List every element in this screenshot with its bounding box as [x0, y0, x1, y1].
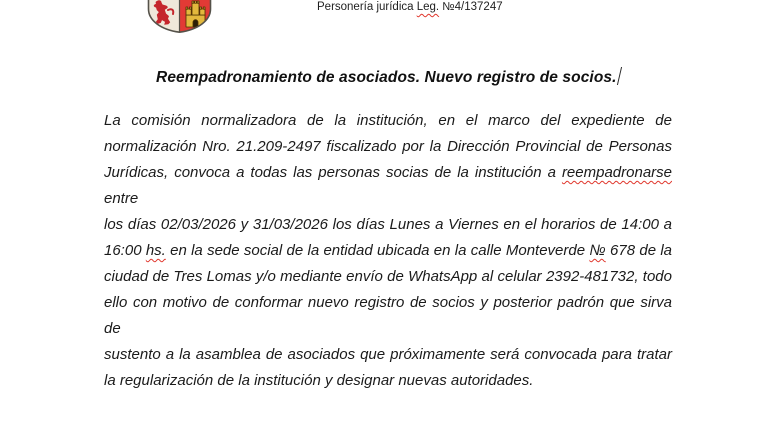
paragraph-line[interactable]: 16:00 hs. en la sede social de la entidad ubicada en la calle Monteverde № 678 de la — [104, 242, 673, 259]
coat-of-arms-icon — [147, 0, 212, 34]
text-cursor — [616, 67, 622, 85]
paragraph-line[interactable]: normalización Nro. 21.209-2497 fiscalizado por la Dirección Provincial de Personas — [104, 138, 672, 155]
document-paragraph[interactable] — [104, 108, 672, 394]
paragraph-line[interactable]: sustento a la asamblea de asociados que próximamente será convocada para tratar — [104, 346, 672, 363]
paragraph-line[interactable]: Jurídicas, convoca a todas las personas socias de la institución a reempadronarse entre — [104, 164, 672, 207]
spellcheck-underlined-word: hs. — [145, 242, 166, 259]
paragraph-line[interactable]: La comisión normalizadora de la institución, en el marco del expediente de — [104, 112, 672, 129]
paragraph-line[interactable]: ello con motivo de conformar nuevo registro de socios y posterior padrón que sirva de — [104, 294, 672, 337]
spellcheck-underlined-word: Leg. — [416, 1, 440, 13]
spellcheck-underlined-word: reempadronarse — [561, 164, 672, 181]
document-title[interactable]: Reempadronamiento de asociados. Nuevo registro de socios. — [156, 69, 617, 86]
document-title-row[interactable] — [104, 67, 672, 87]
spellcheck-underlined-word: № — [589, 242, 606, 259]
castle-door — [193, 20, 198, 27]
paragraph-line[interactable]: los días 02/03/2026 y 31/03/2026 los días Lunes a Viernes en el horarios de 14:00 a — [104, 216, 672, 233]
legal-registration-text: Personería jurídica Leg. №4/137247 — [317, 1, 503, 13]
paragraph-line[interactable]: la regularización de la institución y designar nuevas autoridades. — [104, 372, 534, 389]
paragraph-line[interactable]: ciudad de Tres Lomas y/o mediante envío de WhatsApp al celular 2392-481732, todo — [104, 268, 672, 285]
